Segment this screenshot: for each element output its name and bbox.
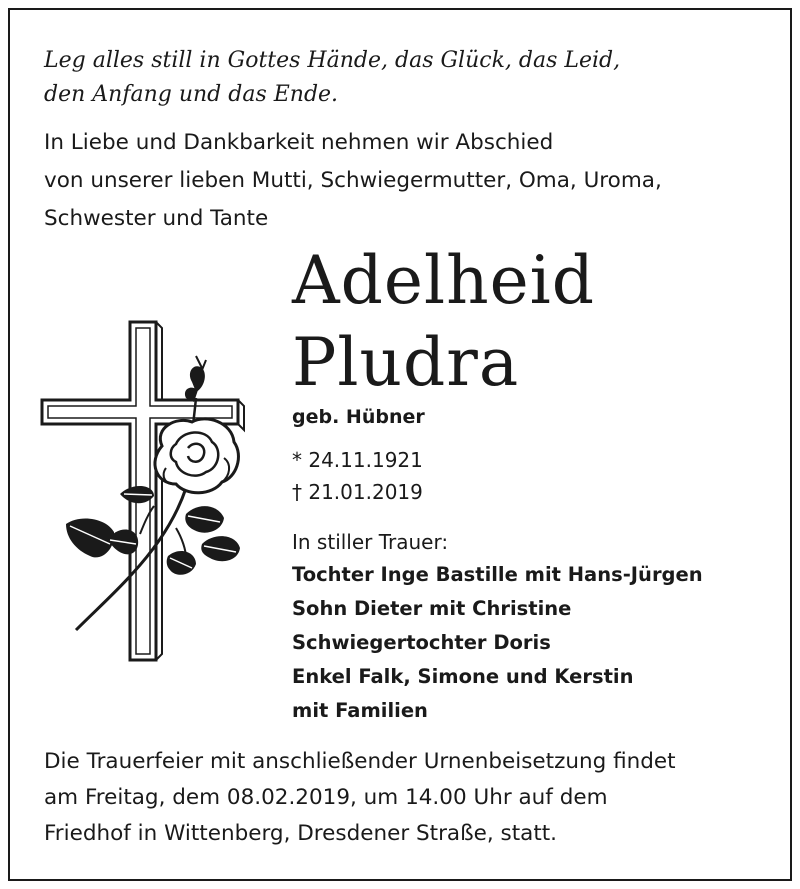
intro-line-2: von unserer lieben Mutti, Schwiegermutter, Oma, Uroma, — [44, 168, 662, 193]
cross-with-rose-icon — [36, 318, 246, 664]
mourner-line: Enkel Falk, Simone und Kerstin — [292, 665, 634, 688]
mourner-line: Tochter Inge Bastille mit Hans-Jürgen — [292, 563, 703, 586]
verse-line-2: den Anfang und das Ende. — [44, 82, 339, 107]
intro-line-1: In Liebe und Dankbarkeit nehmen wir Abschied — [44, 130, 554, 155]
funeral-line-2: am Freitag, dem 08.02.2019, um 14.00 Uhr auf dem — [44, 785, 608, 810]
mourners-label: In stiller Trauer: — [292, 530, 449, 554]
deceased-name — [292, 240, 595, 404]
last-name: Pludra — [292, 324, 520, 401]
mourner-line: Schwiegertochter Doris — [292, 631, 551, 654]
born-name: geb. Hübner — [292, 406, 425, 428]
details — [292, 400, 772, 728]
first-name: Adelheid — [292, 242, 596, 319]
mourner-line: mit Familien — [292, 699, 428, 722]
funeral-line-3: Friedhof in Wittenberg, Dresdener Straße, statt. — [44, 821, 558, 846]
funeral-line-1: Die Trauerfeier mit anschließender Urnenbeisetzung findet — [44, 749, 676, 774]
intro-text — [44, 124, 764, 238]
death-date: † 21.01.2019 — [292, 480, 423, 504]
birth-date: * 24.11.1921 — [292, 448, 423, 472]
funeral-notice — [44, 744, 774, 852]
verse-line-1: Leg alles still in Gottes Hände, das Glück, das Leid, — [44, 48, 621, 73]
mourner-line: Sohn Dieter mit Christine — [292, 597, 572, 620]
verse — [44, 44, 764, 112]
intro-line-3: Schwester und Tante — [44, 206, 269, 231]
